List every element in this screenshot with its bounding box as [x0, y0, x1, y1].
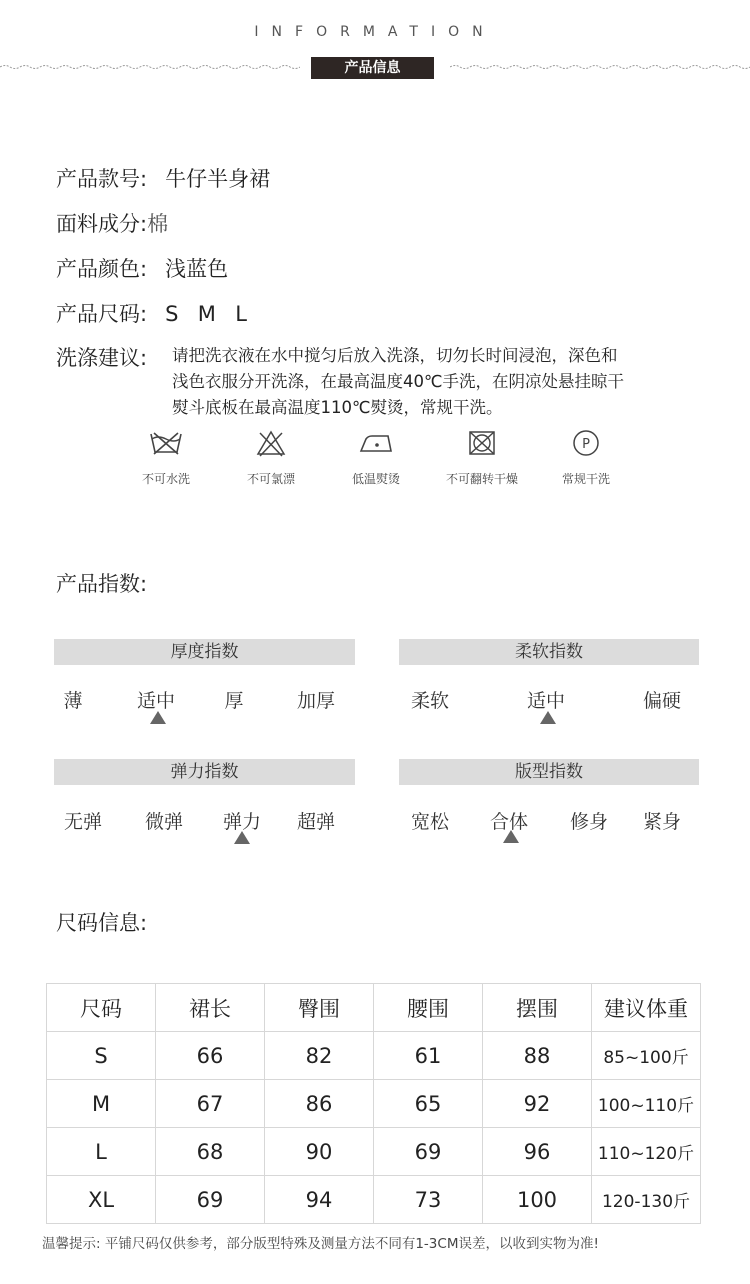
care-no-bleach — [221, 428, 321, 487]
table-cell: 120-130斤 — [592, 1176, 701, 1224]
softness-option: 适中 — [526, 690, 565, 712]
information-heading: INFORMATION — [254, 24, 496, 40]
table-cell: XL — [47, 1176, 156, 1224]
wash-line: 熨斗底板在最高温度110℃熨烫，常规干洗。 — [172, 398, 503, 417]
fabric-value: 棉 — [147, 212, 169, 236]
elasticity-option: 超弹 — [296, 811, 335, 833]
care-caption: 常规干洗 — [561, 472, 610, 486]
table-cell: 86 — [265, 1080, 374, 1128]
fit-option: 宽松 — [410, 811, 449, 833]
table-header-cell: 腰围 — [374, 984, 483, 1032]
style-row — [56, 163, 270, 193]
elasticity-option: 弹力 — [222, 811, 261, 833]
thickness-option: 加厚 — [296, 690, 335, 712]
elasticity-index-bar: 弹力指数 — [54, 759, 355, 785]
care-caption: 不可水洗 — [141, 472, 190, 486]
size-value: S M L — [165, 302, 249, 326]
softness-option: 柔软 — [410, 690, 449, 712]
table-cell: 88 — [483, 1032, 592, 1080]
table-cell: 85~100斤 — [592, 1032, 701, 1080]
table-row — [47, 1128, 701, 1176]
dry-clean-p-icon — [536, 428, 636, 458]
fabric-row — [56, 208, 168, 238]
wash-line: 浅色衣服分开洗涤，在最高温度40℃手洗，在阴凉处悬挂晾干 — [172, 372, 625, 391]
table-cell: 68 — [156, 1128, 265, 1176]
care-no-tumble-dry — [432, 428, 532, 487]
size-label: 产品尺码: — [56, 302, 148, 326]
thickness-indicator-icon — [150, 711, 166, 724]
low-iron-icon — [326, 428, 426, 458]
table-cell: 100 — [483, 1176, 592, 1224]
elasticity-option: 无弹 — [63, 811, 102, 833]
softness-option: 偏硬 — [642, 690, 681, 712]
table-row — [47, 1032, 701, 1080]
fit-option: 修身 — [569, 811, 608, 833]
care-caption: 低温熨烫 — [351, 472, 400, 486]
table-cell: 66 — [156, 1032, 265, 1080]
size-table — [46, 983, 701, 1224]
fit-index-bar: 版型指数 — [399, 759, 699, 785]
thickness-option: 薄 — [63, 690, 83, 712]
table-cell: 96 — [483, 1128, 592, 1176]
table-row — [47, 1080, 701, 1128]
table-cell: 82 — [265, 1032, 374, 1080]
decorative-wave-right — [450, 64, 750, 70]
thickness-index-bar: 厚度指数 — [54, 639, 355, 665]
fit-indicator-icon — [503, 830, 519, 843]
wash-label: 洗涤建议: — [56, 346, 148, 370]
wash-line: 请把洗衣液在水中搅匀后放入洗涤，切勿长时间浸泡，深色和 — [172, 346, 618, 365]
product-info-badge: 产品信息 — [311, 57, 434, 79]
care-low-iron — [326, 428, 426, 487]
table-cell: 94 — [265, 1176, 374, 1224]
color-row — [56, 253, 228, 283]
table-cell: L — [47, 1128, 156, 1176]
table-header-cell: 建议体重 — [592, 984, 701, 1032]
care-dry-clean — [536, 428, 636, 487]
table-cell: S — [47, 1032, 156, 1080]
table-cell: 73 — [374, 1176, 483, 1224]
table-header-row — [47, 984, 701, 1032]
size-note: 温馨提示: 平铺尺码仅供参考，部分版型特殊及测量方法不同有1-3CM误差，以收到实物为准! — [42, 1236, 599, 1252]
softness-index-bar: 柔软指数 — [399, 639, 699, 665]
care-caption: 不可翻转干燥 — [445, 472, 518, 486]
table-row — [47, 1176, 701, 1224]
wash-instructions — [172, 343, 720, 421]
table-cell: M — [47, 1080, 156, 1128]
table-cell: 65 — [374, 1080, 483, 1128]
color-label: 产品颜色: — [56, 257, 148, 281]
color-value: 浅蓝色 — [165, 257, 229, 281]
table-cell: 69 — [374, 1128, 483, 1176]
style-value: 牛仔半身裙 — [165, 167, 271, 191]
thickness-option: 厚 — [224, 690, 244, 712]
fit-option: 合体 — [489, 811, 528, 833]
care-caption: 不可氯漂 — [246, 472, 295, 486]
index-section-title: 产品指数: — [56, 572, 148, 596]
care-no-wash — [116, 428, 216, 487]
style-label: 产品款号: — [56, 167, 148, 191]
table-cell: 67 — [156, 1080, 265, 1128]
no-wash-icon — [116, 428, 216, 458]
svg-text:P: P — [582, 437, 590, 452]
table-cell: 61 — [374, 1032, 483, 1080]
no-tumble-dry-icon — [432, 428, 532, 458]
table-header-cell: 裙长 — [156, 984, 265, 1032]
no-bleach-icon — [221, 428, 321, 458]
decorative-wave-left — [0, 64, 300, 70]
elasticity-option: 微弹 — [144, 811, 183, 833]
table-cell: 69 — [156, 1176, 265, 1224]
table-header-cell: 尺码 — [47, 984, 156, 1032]
fit-option: 紧身 — [642, 811, 681, 833]
thickness-option: 适中 — [136, 690, 175, 712]
elasticity-indicator-icon — [234, 831, 250, 844]
fabric-label: 面料成分: — [56, 212, 148, 236]
table-cell: 100~110斤 — [592, 1080, 701, 1128]
table-cell: 110~120斤 — [592, 1128, 701, 1176]
table-cell: 92 — [483, 1080, 592, 1128]
table-header-cell: 摆围 — [483, 984, 592, 1032]
size-section-title: 尺码信息: — [56, 911, 148, 935]
softness-indicator-icon — [540, 711, 556, 724]
table-cell: 90 — [265, 1128, 374, 1176]
table-header-cell: 臀围 — [265, 984, 374, 1032]
size-row — [56, 298, 249, 328]
